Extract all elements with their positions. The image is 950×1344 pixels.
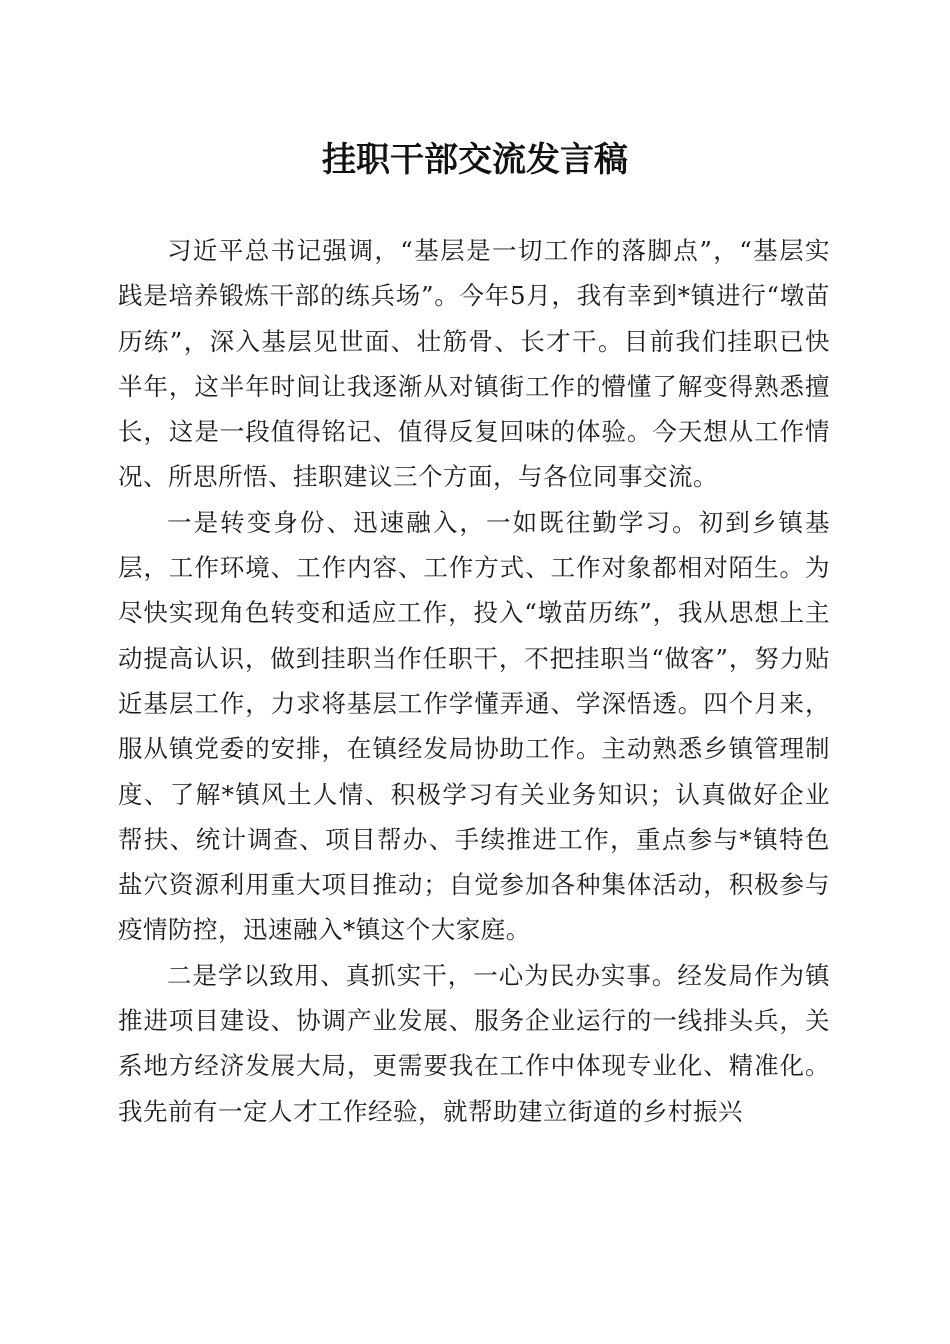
document-body: [118, 228, 830, 1134]
paragraph-lead: 二是学以致用、真抓实干，一心为民办实事。: [167, 960, 678, 990]
paragraph-point-two: [118, 953, 830, 1134]
paragraph-point-one: [118, 500, 830, 953]
paragraph-text: 初到乡镇基层，工作环境、工作内容、工作方式、工作对象都相对陌生。为尽快实现角色转变和适应工作，投入“墩苗历练”，我从思想上主动提高认识，做到挂职当作任职干，不把挂职当“做客”，努力贴近基层工作，力求将基层工作学懂弄通、学深悟透。四个月来，服从镇党委的安排，在镇经发局协助工作。主动熟悉乡镇管理制度、了解*镇风土人情、积极学习有关业务知识；认真做好企业帮扶、统计调查、项目帮办、手续推进工作，重点参与*镇特色盐穴资源利用重大项目推动；自觉参加各种集体活动，积极参与疫情防控，迅速融入*镇这个大家庭。: [118, 507, 831, 945]
page-title: 挂职干部交流发言稿: [322, 140, 628, 180]
paragraph-lead: 一是转变身份、迅速融入，一如既往勤学习。: [167, 507, 699, 537]
paragraph-text: 习近平总书记强调，“基层是一切工作的落脚点”，“基层实践是培养锻炼干部的练兵场”。今年5月，我有幸到*镇进行“墩苗历练”，深入基层见世面、壮筋骨、长才干。目前我们挂职已快半年，这半年时间让我逐渐从对镇街工作的懵懂了解变得熟悉擅长，这是一段值得铭记、值得反复回味的体验。今天想从工作情况、所思所悟、挂职建议三个方面，与各位同事交流。: [118, 236, 830, 492]
paragraph-text: 经发局作为镇推进项目建设、协调产业发展、服务企业运行的一线排头兵，关系地方经济发展大局，更需要我在工作中体现专业化、精准化。我先前有一定人才工作经验，就帮助建立街道的乡村振兴: [118, 960, 831, 1126]
paragraph-intro: [118, 228, 830, 500]
